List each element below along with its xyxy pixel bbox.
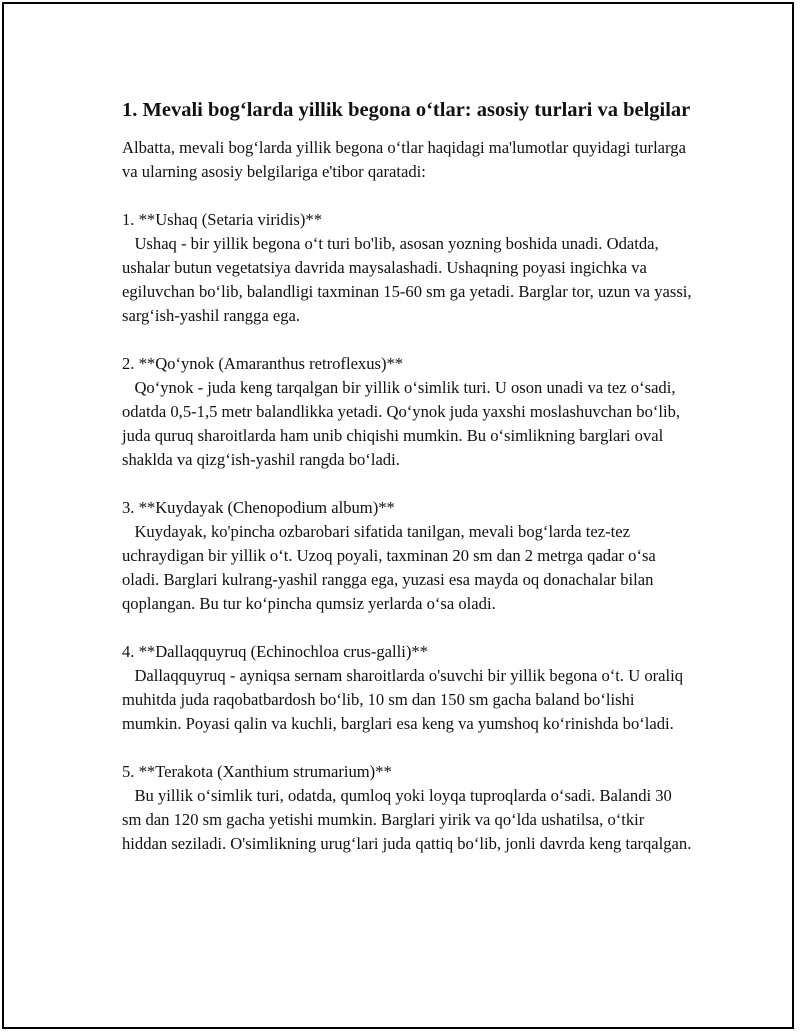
section-body: Kuydayak, ko'pincha ozbarobari sifatida tanilgan, mevali bog‘larda tez-tez uchraydigan bir yillik o‘t. Uzoq poyali, taxminan 20 sm dan 2 metrga qadar o‘sa oladi. Barglari kulrang-yashil rangga ega, yuzasi esa mayda oq donachalar bilan qoplangan. Bu tur ko‘pincha qumsiz yerlarda o‘sa oladi. bbox=[122, 522, 660, 613]
section-body: Dallaqquyruq - ayniqsa sernam sharoitlarda o'suvchi bir yillik begona o‘t. U oraliq muhitda juda raqobatbardosh bo‘lib, 10 sm dan 150 sm gacha baland bo‘lishi mumkin. Poyasi qalin va kuchli, barglari esa keng va yumshoq ko‘rinishda bo‘ladi. bbox=[122, 666, 688, 733]
section-terakota bbox=[122, 760, 692, 856]
section-heading: 3. **Kuydayak (Chenopodium album)** bbox=[122, 498, 395, 517]
section-heading: 4. **Dallaqquyruq (Echinochloa crus-galli)** bbox=[122, 642, 428, 661]
section-heading: 5. **Terakota (Xanthium strumarium)** bbox=[122, 762, 392, 781]
section-kuydayak bbox=[122, 496, 692, 616]
section-qoynok bbox=[122, 352, 692, 472]
section-body: Ushaq - bir yillik begona o‘t turi bo'lib, asosan yozning boshida unadi. Odatda, ushalar butun vegetatsiya davrida maysalashadi. Ushaqning poyasi ingichka va egiluvchan bo‘lib, balandligi taxminan 15-60 sm ga yetadi. Barglar tor, uzun va yassi, sarg‘ish-yashil rangga ega. bbox=[122, 234, 696, 325]
section-body: Bu yillik o‘simlik turi, odatda, qumloq yoki loyqa tuproqlarda o‘sadi. Balandi 30 sm dan 120 sm gacha yetishi mumkin. Barglari yirik va qo‘lda ushatilsa, o‘tkir hiddan seziladi. O'simlikning urug‘lari juda qattiq bo‘lib, jonli davrda keng tarqalgan. bbox=[122, 786, 692, 853]
document-content bbox=[122, 96, 696, 856]
document-title: 1. Mevali bog‘larda yillik begona o‘tlar: asosiy turlari va belgilar bbox=[122, 99, 691, 121]
section-ushaq bbox=[122, 208, 696, 328]
section-dallaqquyruq bbox=[122, 640, 692, 736]
intro-paragraph: Albatta, mevali bog‘larda yillik begona o‘tlar haqidagi ma'lumotlar quyidagi turlarga va ularning asosiy belgilariga e'tibor qaratadi: bbox=[122, 138, 691, 181]
page-frame bbox=[2, 2, 794, 1029]
section-heading: 2. **Qo‘ynok (Amaranthus retroflexus)** bbox=[122, 354, 404, 373]
section-body: Qo‘ynok - juda keng tarqalgan bir yillik o‘simlik turi. U oson unadi va tez o‘sadi, odatda 0,5-1,5 metr balandlikka yetadi. Qo‘ynok juda yaxshi moslashuvchan bo‘lib, juda quruq sharoitlarda ham unib chiqishi mumkin. Bu o‘simlikning barglari oval shaklda va qizg‘ish-yashil rangda bo‘ladi. bbox=[122, 378, 685, 469]
section-heading: 1. **Ushaq (Setaria viridis)** bbox=[122, 210, 323, 229]
